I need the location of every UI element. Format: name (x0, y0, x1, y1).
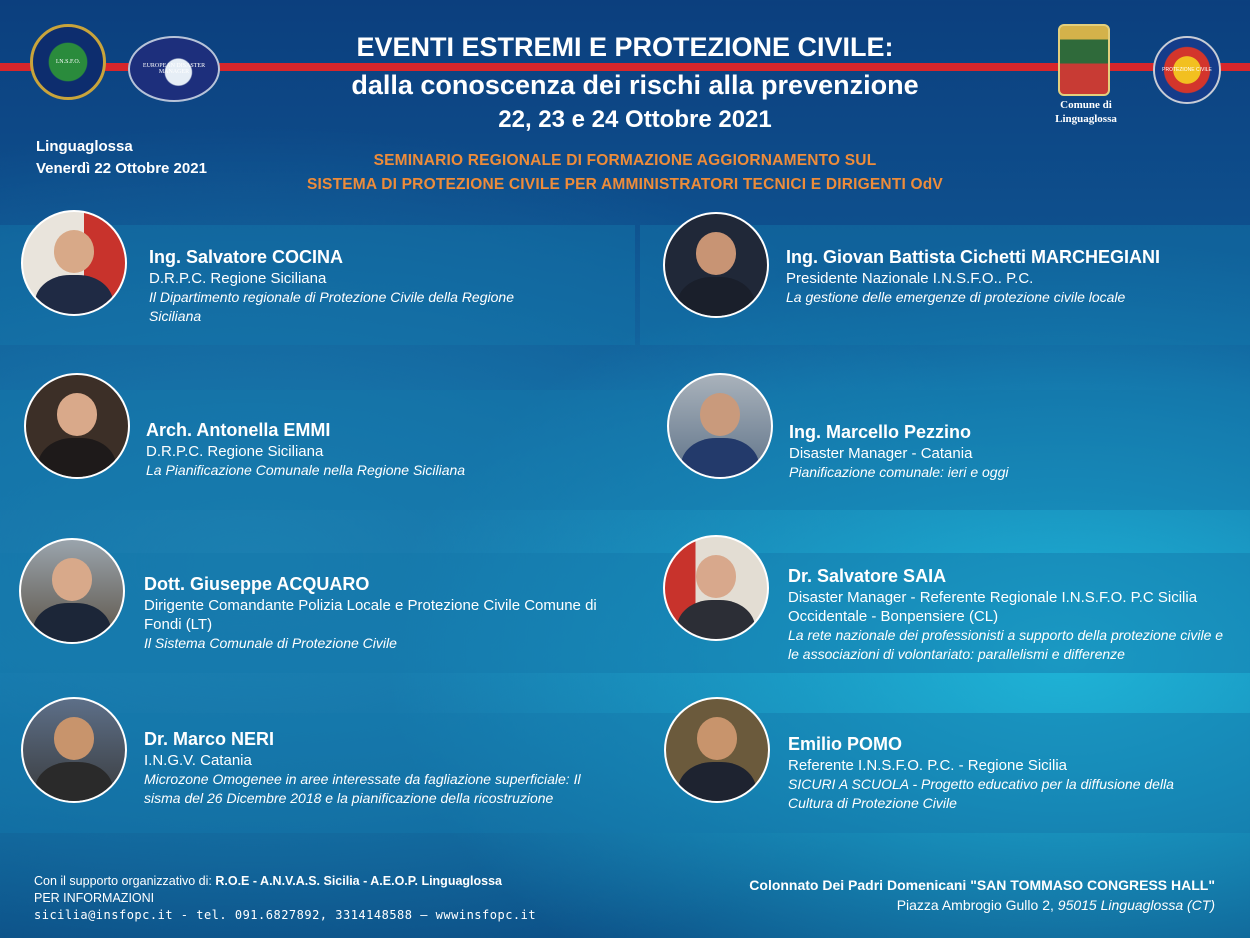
comune-label: Comune di Linguaglossa (1055, 99, 1117, 125)
speaker-cocina: Ing. Salvatore COCINA D.R.P.C. Regione Siciliana Il Dipartimento regionale di Protezione Civile della Regione Siciliana (149, 247, 514, 324)
event-title: EVENTI ESTREMI E PROTEZIONE CIVILE: (356, 32, 894, 62)
footer-support-info: Con il supporto organizzativo di: R.O.E - A.N.V.A.S. Sicilia - A.E.O.P. Linguaglossa PER INFORMAZIONI sicilia@insfopc.it - tel. 091.6827892, 3314148588 – wwwinsfopc.it (34, 874, 537, 922)
venue-name: Colonnato Dei Padri Domenicani "SAN TOMMASO CONGRESS HALL" (749, 877, 1215, 893)
speaker-pezzino: Ing. Marcello Pezzino Disaster Manager - Catania Pianificazione comunale: ieri e oggi (789, 422, 1009, 480)
support-organizations: R.O.E - A.N.V.A.S. Sicilia - A.E.O.P. Linguaglossa (215, 874, 503, 888)
event-place: Linguaglossa (36, 138, 133, 155)
seminar-title: SEMINARIO REGIONALE DI FORMAZIONE AGGIORNAMENTO SUL SISTEMA DI PROTEZIONE CIVILE PER AMMINISTRATORI TECNICI E DIRIGENTI OdV (307, 152, 943, 193)
speaker-neri: Dr. Marco NERI I.N.G.V. Catania Microzone Omogenee in aree interessate da fagliazione superficiale: Il sisma del 26 Dicembre 2018 e la pianificazione della ricostruzione (144, 729, 581, 806)
event-place-day (36, 136, 207, 180)
footer-venue (650, 875, 1215, 915)
speaker-marchegiani: Ing. Giovan Battista Cichetti MARCHEGIANI Presidente Nazionale I.N.S.F.O.. P.C. La gestione delle emergenze di protezione civile locale (786, 247, 1161, 305)
european-disaster-manager-logo: EUROPEAN DISASTER MANAGER (128, 36, 220, 102)
insfo-logo: I.N.S.F.O. (30, 24, 106, 100)
speaker-photo-cocina (21, 210, 127, 316)
contact-info: sicilia@insfopc.it - tel. 091.6827892, 3314148588 – wwwinsfopc.it (34, 908, 537, 922)
event-day: Venerdì 22 Ottobre 2021 (36, 160, 207, 177)
venue-address: Piazza Ambrogio Gullo 2, 95015 Linguaglossa (CT) (896, 897, 1215, 913)
speaker-photo-neri (21, 697, 127, 803)
speaker-pomo: Emilio POMO Referente I.N.S.F.O. P.C. - Regione Sicilia SICURI A SCUOLA - Progetto educativo per la diffusione della Cultura di Protezione Civile (788, 734, 1174, 811)
event-dates: 22, 23 e 24 Ottobre 2021 (498, 106, 772, 133)
speaker-photo-emmi (24, 373, 130, 479)
speaker-photo-marchegiani (663, 212, 769, 318)
speaker-photo-saia (663, 535, 769, 641)
info-label: PER INFORMAZIONI (34, 891, 155, 905)
speaker-photo-pezzino (667, 373, 773, 479)
speaker-saia: Dr. Salvatore SAIA Disaster Manager - Referente Regionale I.N.S.F.O. P.C Sicilia Occidentale - Bonpensiere (CL) La rete nazionale dei professionisti a supporto della protezione civile e le associazioni di volontariato: parallelismi e differenze (788, 566, 1224, 662)
speaker-acquaro: Dott. Giuseppe ACQUARO Dirigente Comandante Polizia Locale e Protezione Civile Comune di Fondi (LT) Il Sistema Comunale di Protezione Civile (144, 574, 597, 651)
speaker-photo-acquaro (19, 538, 125, 644)
event-subtitle: dalla conoscenza dei rischi alla prevenzione (351, 70, 919, 100)
speaker-photo-pomo (664, 697, 770, 803)
protezione-civile-logo: PROTEZIONE CIVILE (1153, 36, 1221, 104)
speaker-emmi: Arch. Antonella EMMI D.R.P.C. Regione Siciliana La Pianificazione Comunale nella Regione Siciliana (146, 420, 466, 478)
